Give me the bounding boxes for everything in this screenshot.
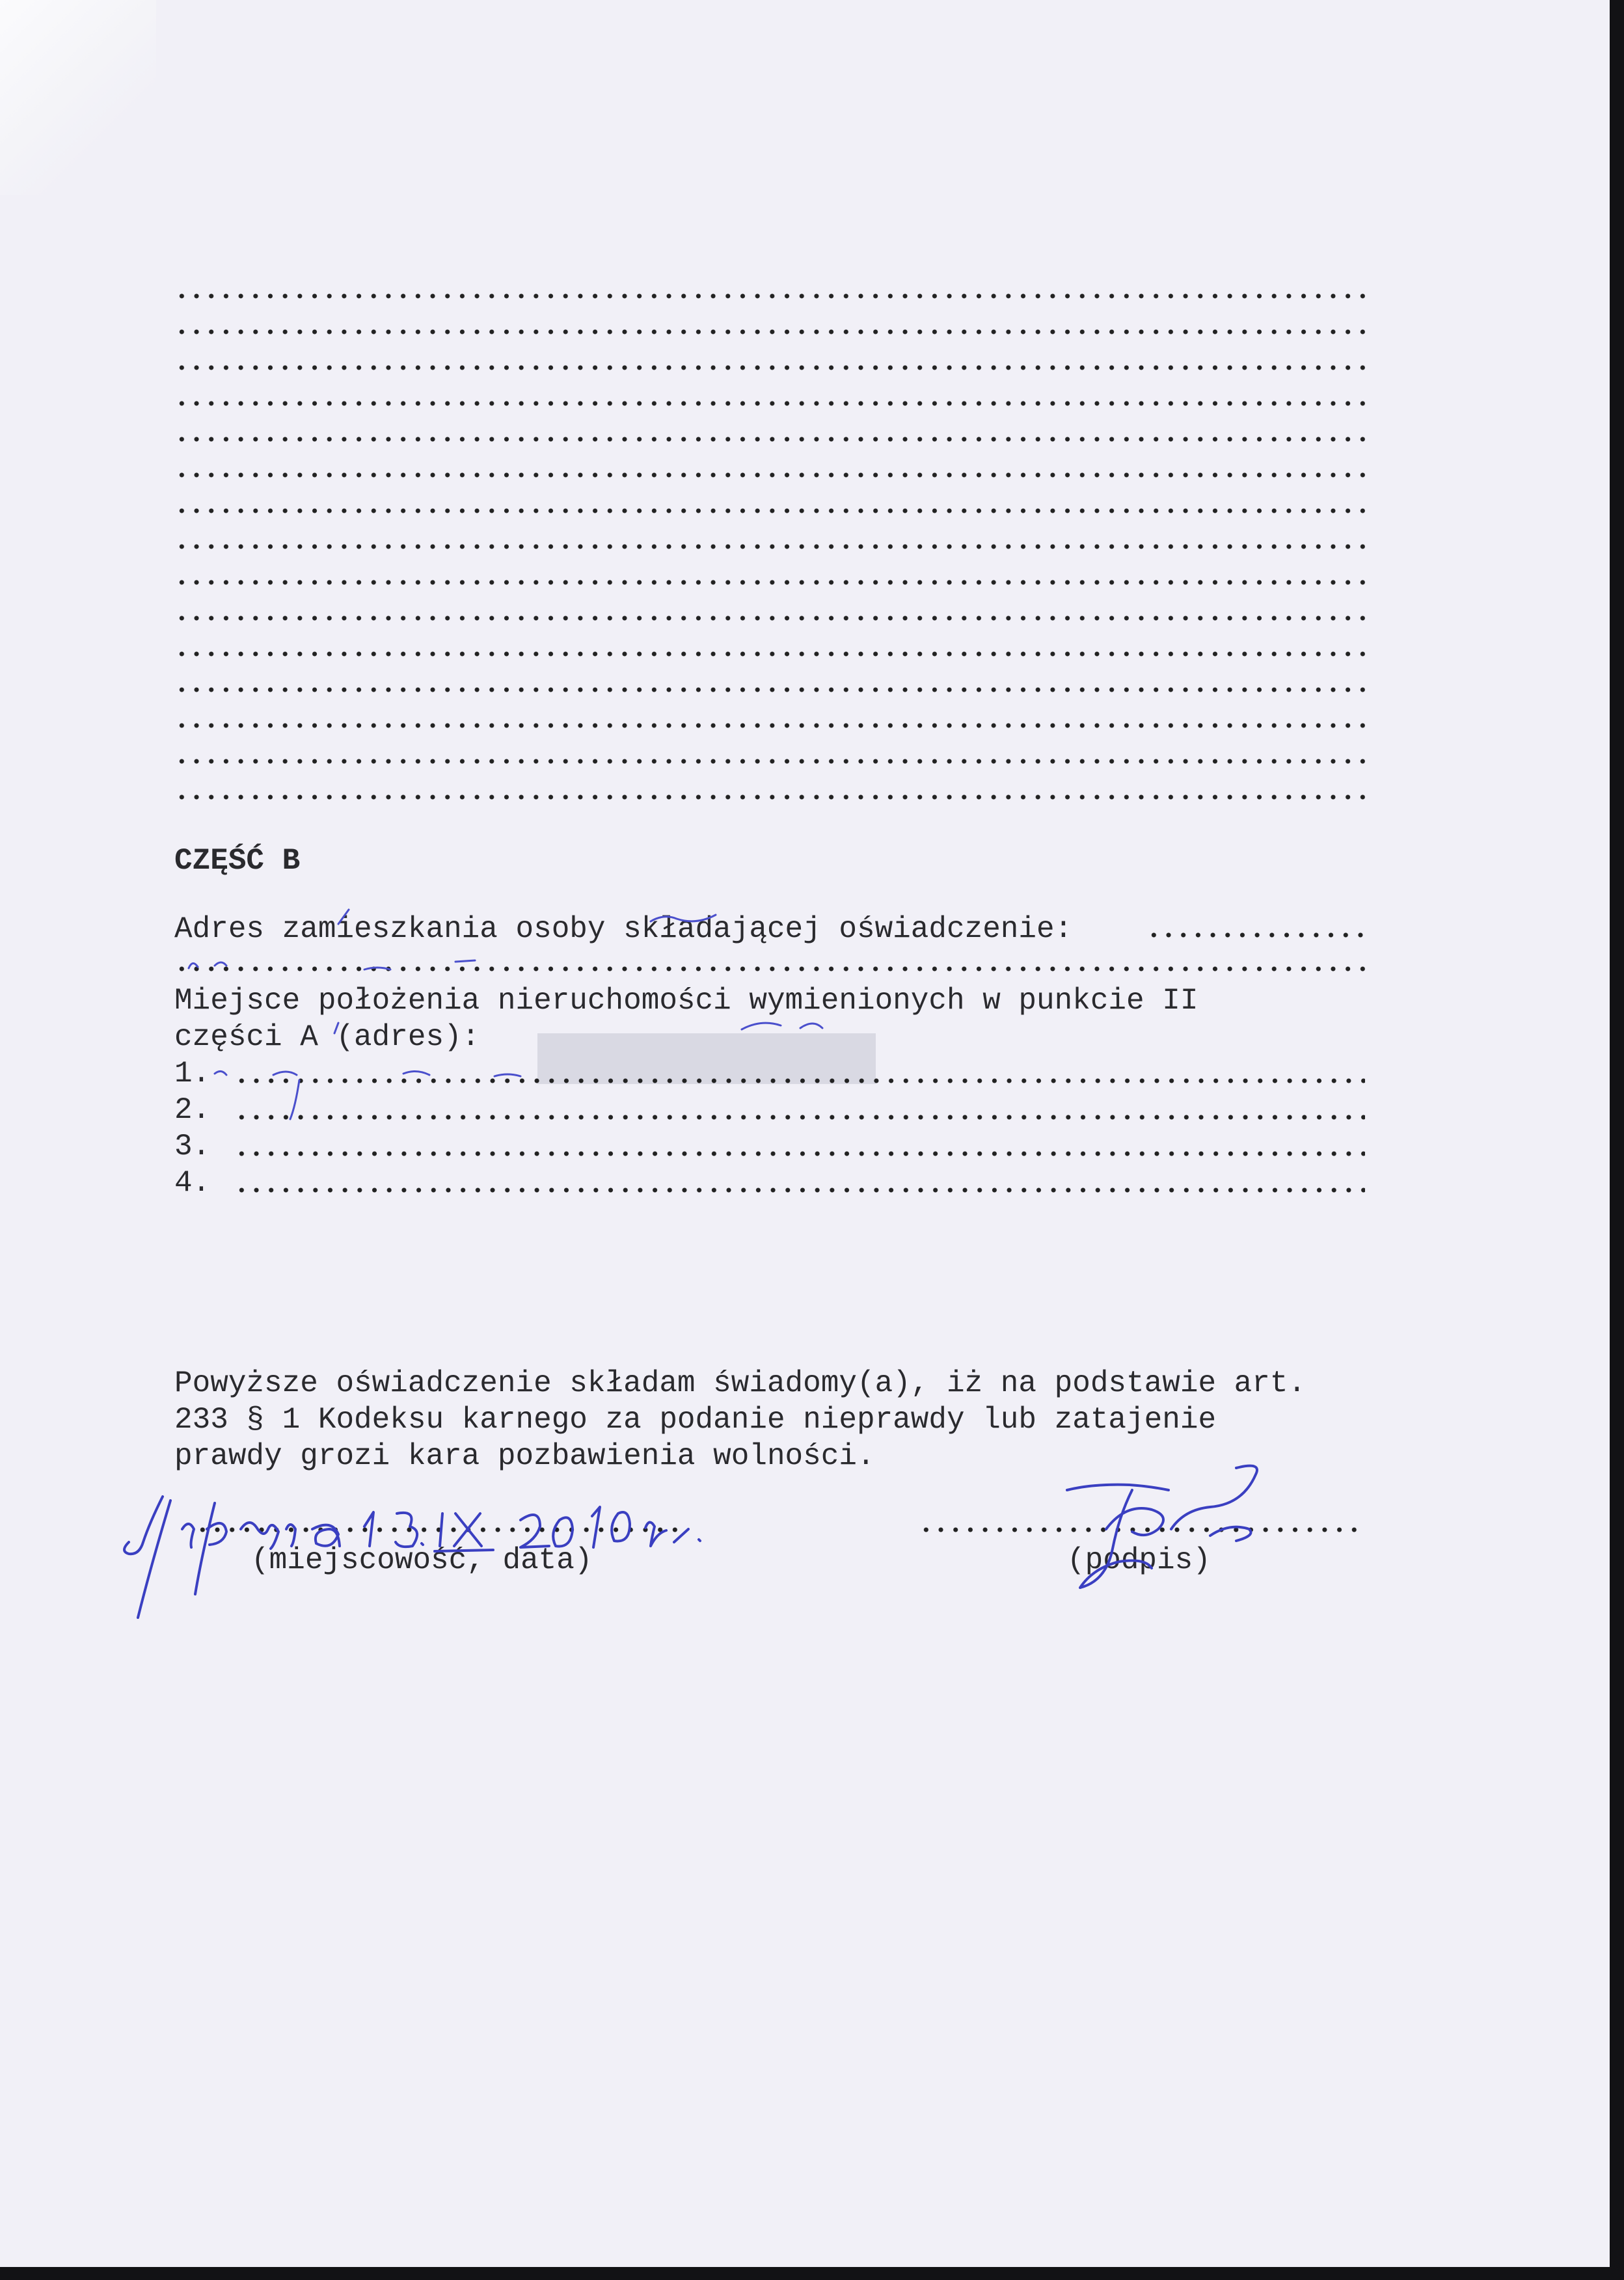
dotted-line <box>174 293 1365 299</box>
declaration-line-2: 233 § 1 Kodeksu karnego za podanie nieprawdy lub zatajenie <box>174 1403 1217 1437</box>
dotted-line <box>174 615 1365 621</box>
dotted-line <box>174 686 1365 693</box>
redaction-box <box>537 1033 876 1084</box>
address-label: Adres zamieszkania osoby składającej oświadczenie: <box>174 912 1073 946</box>
declaration-line-1: Powyższe oświadczenie składam świadomy(a), iż na podstawie art. <box>174 1366 1306 1400</box>
address-dotted-line-2 <box>174 966 1365 972</box>
item-dotted-line-1 <box>234 1078 1365 1084</box>
item-number-1: 1. <box>174 1057 211 1091</box>
dotted-line <box>174 472 1365 478</box>
dotted-line <box>174 364 1365 371</box>
property-label-line1: Miejsce położenia nieruchomości wymienionych w punkcie II <box>174 984 1198 1018</box>
section-b-heading: CZĘŚĆ B <box>174 844 301 878</box>
item-dotted-line-2 <box>234 1114 1365 1120</box>
item-dotted-line-3 <box>234 1150 1365 1157</box>
dotted-line <box>174 794 1365 800</box>
item-number-3: 3. <box>174 1130 211 1163</box>
signature-dotted-line <box>919 1527 1365 1533</box>
dotted-line <box>174 722 1365 729</box>
dotted-line <box>174 758 1365 765</box>
signature-caption: (podpis) <box>1067 1543 1211 1577</box>
dotted-line <box>174 329 1365 335</box>
page-corner-fold <box>0 0 156 195</box>
dotted-line <box>174 579 1365 586</box>
property-label-line2: części A (adres): <box>174 1020 480 1054</box>
declaration-line-3: prawdy grozi kara pozbawienia wolności. <box>174 1439 875 1473</box>
item-number-4: 4. <box>174 1166 211 1200</box>
dotted-line <box>174 508 1365 514</box>
place-date-caption: (miejscowość, data) <box>251 1543 593 1577</box>
place-date-dotted-line <box>195 1527 683 1533</box>
dotted-line <box>174 651 1365 657</box>
item-dotted-line-4 <box>234 1187 1365 1193</box>
scan-edge-bottom <box>0 2267 1624 2280</box>
dotted-line <box>174 436 1365 442</box>
dotted-line <box>174 543 1365 550</box>
scan-edge-right <box>1610 0 1624 2280</box>
address-dotted-line <box>1146 932 1365 938</box>
dotted-line <box>174 400 1365 407</box>
item-number-2: 2. <box>174 1093 211 1127</box>
